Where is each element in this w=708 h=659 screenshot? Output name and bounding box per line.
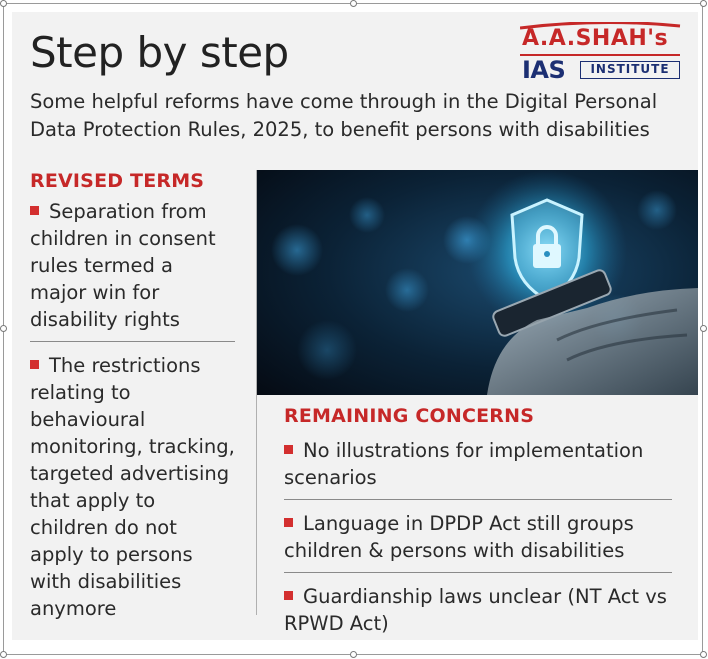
revised-terms-section — [30, 170, 235, 622]
logo-institute: INSTITUTE — [580, 61, 680, 79]
list-item — [284, 510, 672, 564]
resize-handle-middle-right[interactable] — [700, 325, 707, 332]
list-item — [284, 437, 672, 491]
list-item — [30, 198, 235, 333]
resize-handle-middle-left[interactable] — [0, 325, 7, 332]
bullet-square-icon — [30, 360, 39, 369]
list-item — [284, 583, 672, 637]
resize-handle-bottom-center[interactable] — [350, 651, 357, 658]
logo-ias: IAS — [522, 56, 566, 84]
divider — [284, 572, 672, 573]
resize-handle-bottom-right[interactable] — [700, 651, 707, 658]
logo-name: A.A.SHAH's — [522, 26, 669, 51]
remaining-concerns-heading: REMAINING CONCERNS — [284, 405, 535, 427]
divider — [284, 499, 672, 500]
subtitle: Some helpful reforms have come through in the Digital Personal Data Protection Rules, 2025, to benefit persons with disabilities — [30, 90, 658, 141]
bullet-square-icon — [284, 518, 293, 527]
remaining-concerns-section — [284, 405, 672, 637]
resize-handle-bottom-left[interactable] — [0, 651, 7, 658]
list-item-text: Guardianship laws unclear (NT Act vs RPWD Act) — [284, 585, 667, 635]
resize-handle-top-left[interactable] — [0, 0, 7, 7]
page-title: Step by step — [30, 28, 289, 77]
list-item-text: No illustrations for implementation scenarios — [284, 439, 644, 489]
cybersecurity-photo — [257, 170, 698, 395]
revised-terms-heading: REVISED TERMS — [30, 170, 205, 192]
bullet-square-icon — [30, 206, 39, 215]
resize-handle-top-right[interactable] — [700, 0, 707, 7]
institute-logo — [520, 22, 682, 84]
divider — [30, 341, 235, 342]
list-item — [30, 352, 235, 622]
list-item-text: The restrictions relating to behavioural monitoring, tracking, targeted advertising that apply to children do not apply to persons with disabilities anymore — [30, 354, 235, 620]
list-item-text: Separation from children in consent rules termed a major win for disability rights — [30, 200, 216, 331]
resize-handle-top-center[interactable] — [350, 0, 357, 7]
bullet-square-icon — [284, 445, 293, 454]
list-item-text: Language in DPDP Act still groups children & persons with disabilities — [284, 512, 634, 562]
bullet-square-icon — [284, 591, 293, 600]
